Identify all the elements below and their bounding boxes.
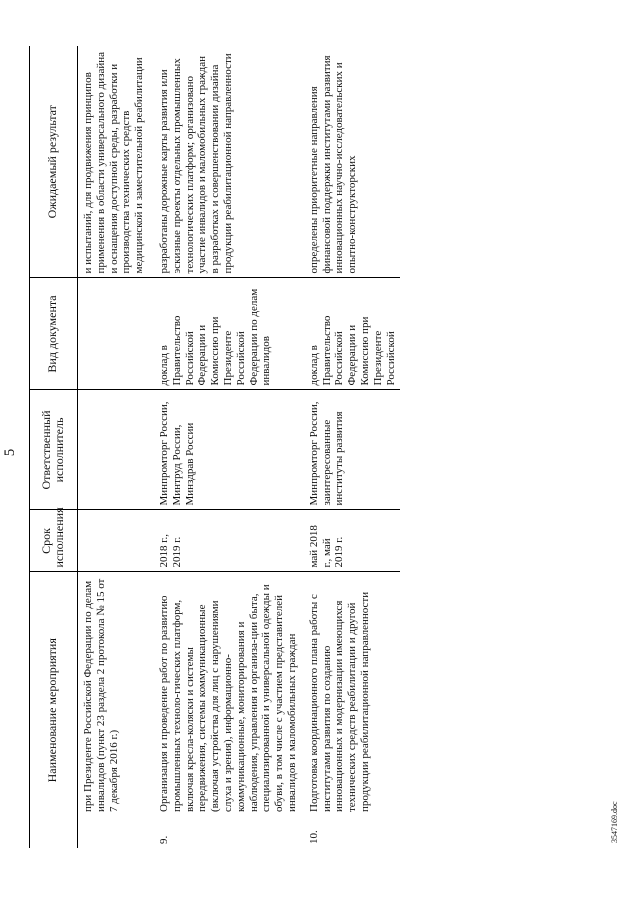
header-responsible: Ответственный исполнитель (30, 390, 78, 510)
row-number-cell (78, 816, 152, 848)
doc-type-cell (78, 278, 152, 390)
page-number: 5 (2, 448, 18, 457)
table-row (152, 46, 302, 848)
table-row (78, 46, 152, 848)
doc-type-cell: доклад в Правительство Российской Федерации и Комиссию при Президенте Российской (302, 278, 401, 390)
responsible-cell: Минпромторг России, заинтересованные институты развития (302, 390, 401, 510)
row-number-cell: 10. (307, 830, 320, 844)
result-cell: и испытаний, для продвижения принципов применения в области универсального дизайна и оснащения доступной среды, разработки и производства технических средств медицинской и заместительной реабилитации (78, 46, 152, 278)
measure-name-cell: Подготовка координационного плана работы с институтами развития по созданию инновационных и модернизации имеющихся технических средств реабилитации и другой продукции реабилитационной направленности (307, 591, 371, 812)
document-id: 3547169.doc (610, 801, 619, 843)
header-deadline: Срок исполнения (30, 510, 78, 572)
deadline-cell: 2018 г., 2019 г. (152, 510, 302, 572)
result-cell: разработаны дорожные карты развития или эскизные проекты отдельных промышленных технологических платформ; организовано участие инвалидов и маломобильных граждан в разработках и совершенствовании дизайна продукции реабилитационной направленности (152, 46, 302, 278)
deadline-cell (78, 510, 152, 572)
responsible-cell: Минпромторг России, Минтруд России, Минздрав России (152, 390, 302, 510)
responsible-cell (78, 390, 152, 510)
deadline-cell: май 2018 г., май 2019 г. (302, 510, 401, 572)
doc-type-cell: доклад в Правительство Российской Федерации и Комиссию при Президенте Российской Федерации по делам инвалидов (152, 278, 302, 390)
header-doc-type: Вид документа (30, 278, 78, 390)
result-cell: определены приоритетные направления финансовой поддержки институтами развития инновационных научно-исследовательских и опытно-конструкторских (302, 46, 401, 278)
row-number-cell: 9. (157, 835, 170, 844)
header-name: Наименование мероприятия (30, 572, 78, 848)
action-plan-table (29, 46, 400, 848)
measure-name-cell: при Президенте Российской Федерации по делам инвалидов (пункт 23 раздела 2 протокола № 15 от 7 декабря 2016 г.) (82, 578, 120, 812)
measure-name-cell: Организация и проведение работ по развитию промышленных техноло-гических платформ, включая кресла-коляски и системы передвижения, системы коммуникационные (включая устройства для лиц с нарушениями слуха и зрения), информационно-коммуникационные, мониторирования и наблюдения, управления и организа-ции быта, специализированной и универсальной одежды и обуви, в том числе с участием представителей инвалидов и маломобильных граждан (157, 584, 298, 812)
table-row (302, 46, 401, 848)
table-header-row (30, 46, 78, 848)
header-result: Ожидаемый результат (30, 46, 78, 278)
